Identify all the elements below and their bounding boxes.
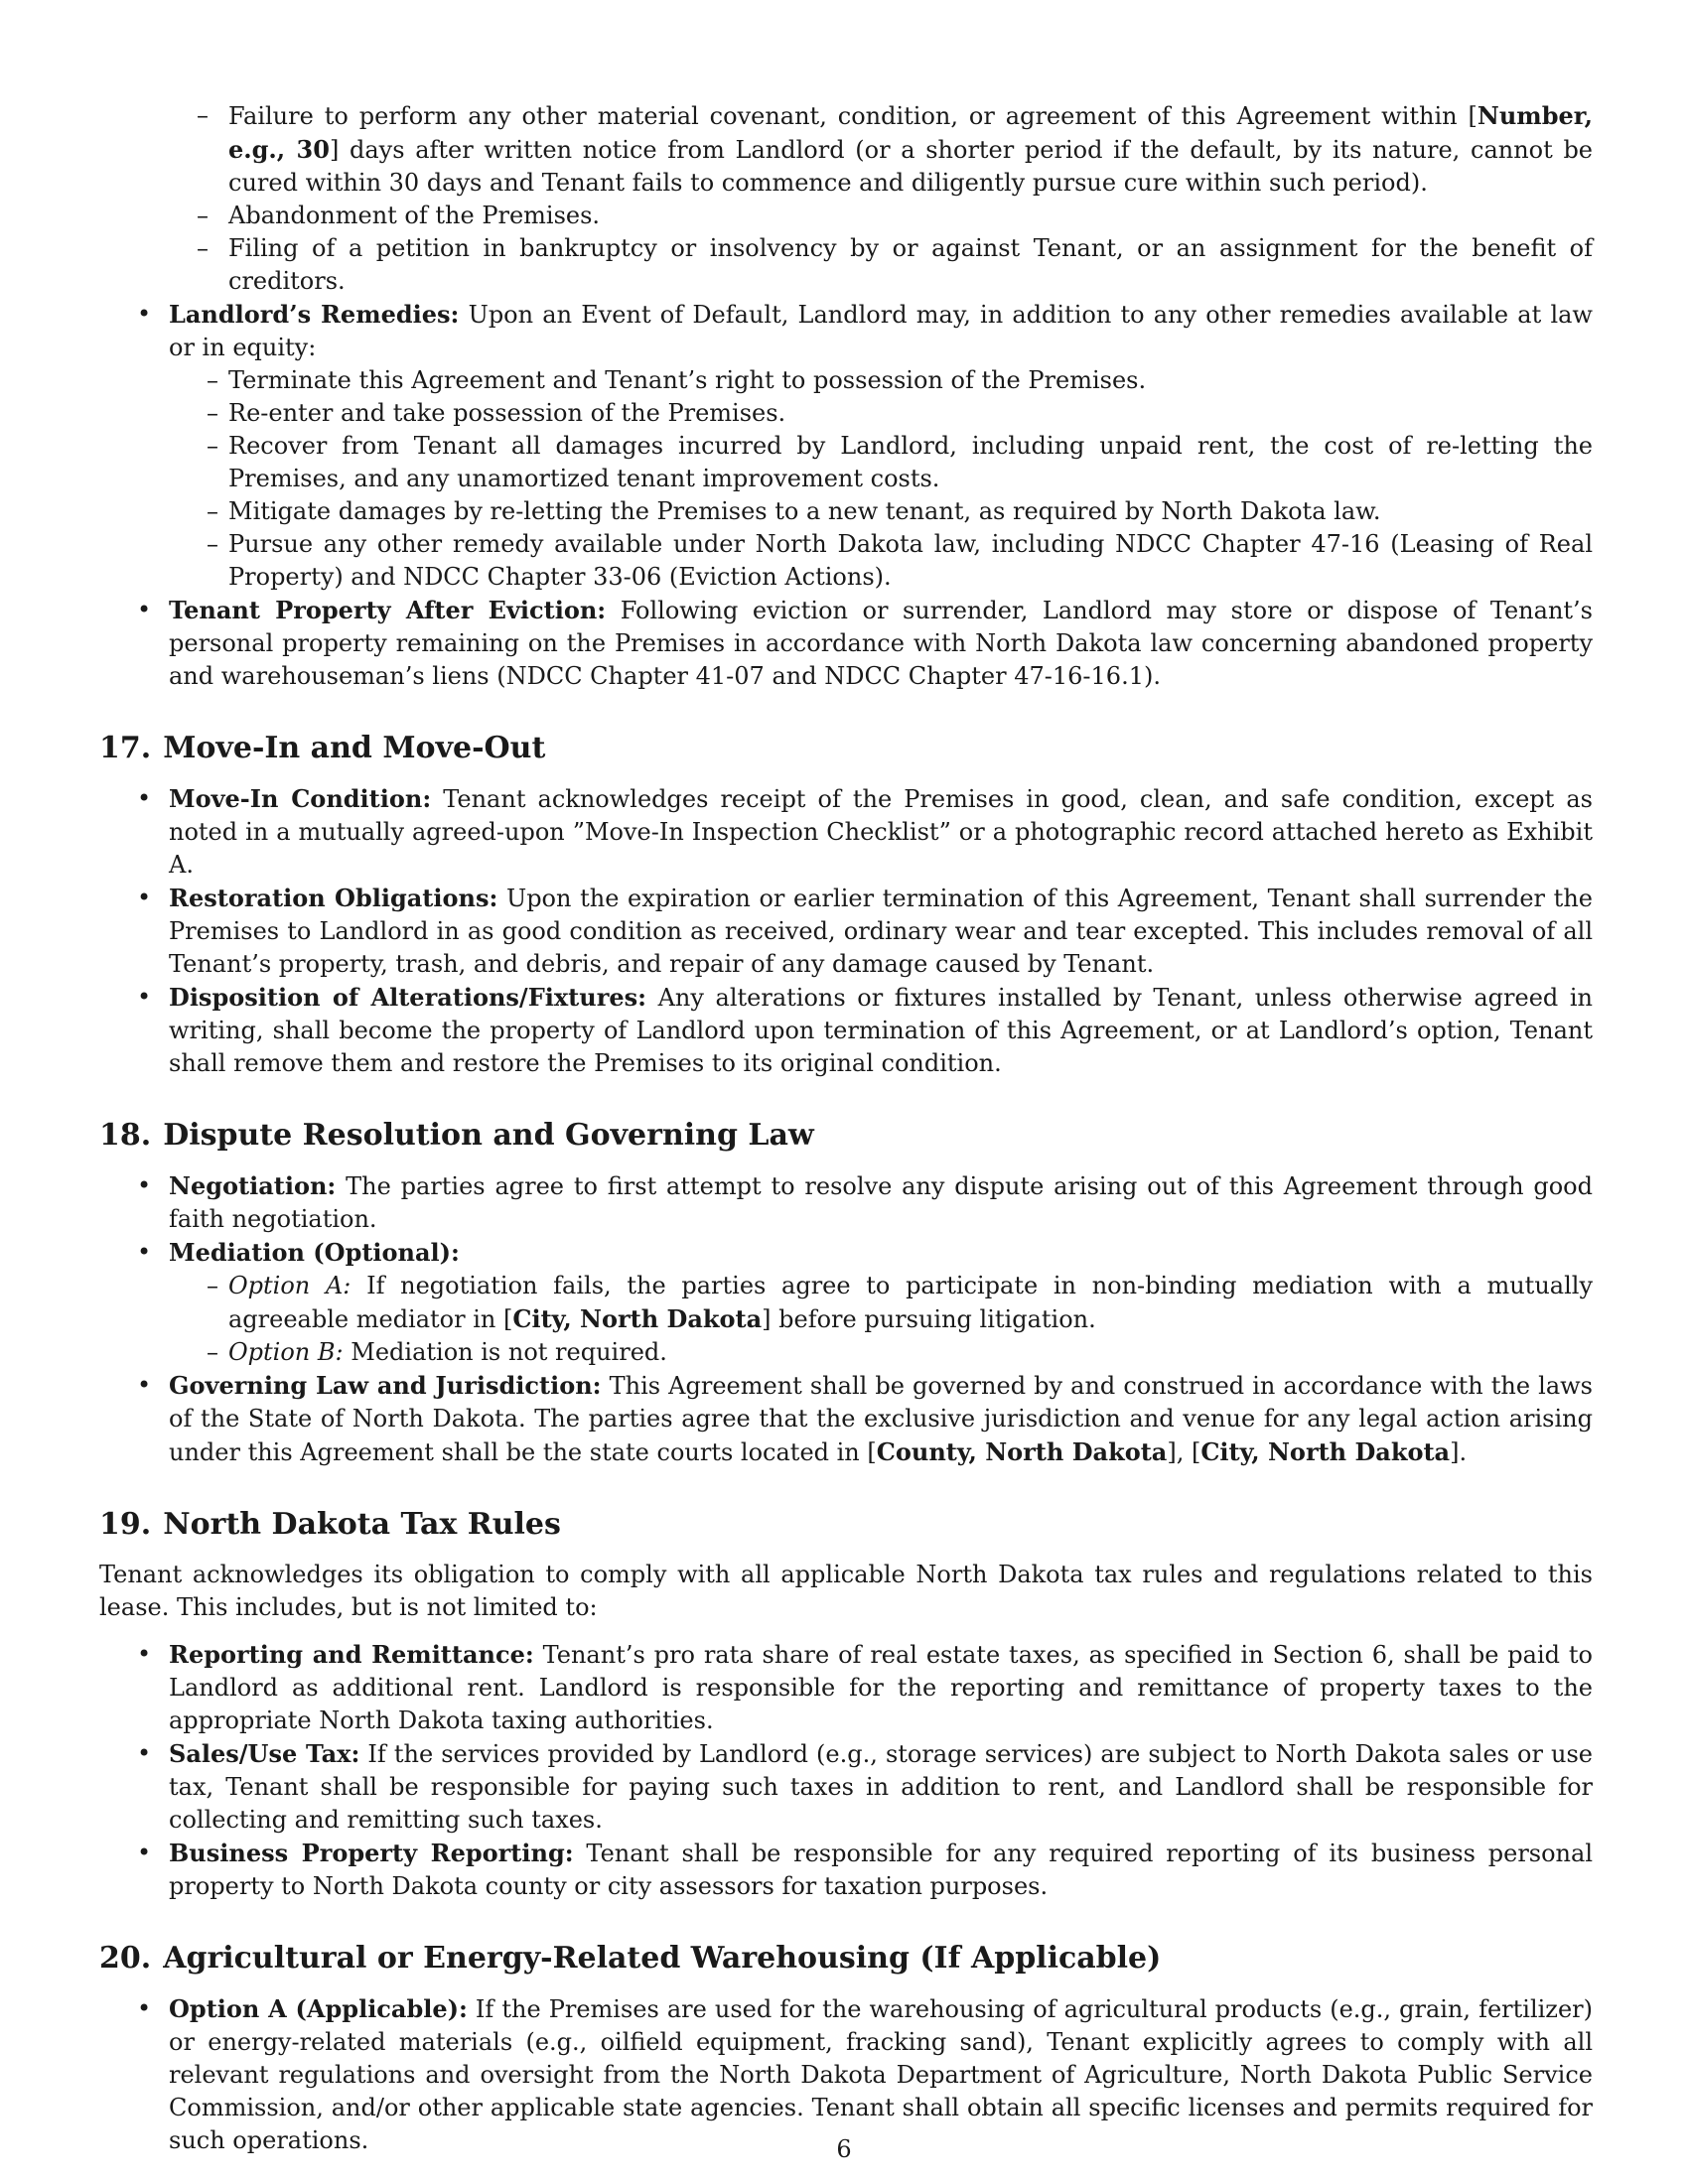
document-page: [99, 99, 1593, 2157]
list-item: – Mitigate damages by re-letting the Premises to a new tenant, as required by North Dakota law.: [169, 495, 1593, 528]
mediation-options: [169, 1270, 1593, 1369]
section-19-intro: Tenant acknowledges its obligation to comply with all applicable North Dakota tax rules and regulations related to this lease. This includes, but is not limited to:: [99, 1561, 1593, 1621]
list-item: • Move-In Condition: Tenant acknowledges receipt of the Premises in good, clean, and safe condition, except as noted in a mutually agreed-upon ”Move-In Inspection Checklist” or a photographic record attached hereto as Exhibit A.: [99, 782, 1593, 882]
remedies-list: [99, 298, 1593, 693]
section-20-heading: 20. Agricultural or Energy-Related Warehousing (If Applicable): [99, 1941, 1162, 1976]
list-item: – Option B: Mediation is not required.: [169, 1336, 1593, 1369]
list-item: – Re-enter and take possession of the Premises.: [169, 397, 1593, 430]
list-item: • Reporting and Remittance: Tenant’s pro rata share of real estate taxes, as specified in Section 6, shall be paid to Landlord as additional rent. Landlord is responsible for the reporting and remittance of property taxes to the appropriate North Dakota taxing authorities.: [99, 1638, 1593, 1737]
mediation-item: • Mediation (Optional): – Option A: If negotiation fails, the parties agree to participate in non-binding mediation with a mutually agreeable mediator in [City, North Dakota] before pursuing litigation. – Option B: Mediation is not required.: [99, 1236, 1593, 1369]
list-item: • Option A (Applicable): If the Premises are used for the warehousing of agricultural products (e.g., grain, fertilizer) or energy-related materials (e.g., oilfield equipment, fracking sand), Tenant explicitly agrees to comply with all relevant regulations and oversight from the North Dakota Department of Agriculture, North Dakota Public Service Commission, and/or other applicable state agencies. Tenant shall obtain all specific licenses and permits required for such operations.: [99, 1992, 1593, 2157]
page-number: 6: [836, 2135, 852, 2163]
negotiation-item: • Negotiation: The parties agree to first attempt to resolve any dispute arising out of this Agreement through good faith negotiation.: [99, 1169, 1593, 1236]
section-18-list: [99, 1169, 1593, 1469]
section-18-heading: 18. Dispute Resolution and Governing Law: [99, 1118, 814, 1153]
section-19-list: [99, 1638, 1593, 1903]
list-item: – Terminate this Agreement and Tenant’s right to possession of the Premises.: [169, 364, 1593, 397]
list-item: • Disposition of Alterations/Fixtures: Any alterations or fixtures installed by Tenant, unless otherwise agreed in writing, shall become the property of Landlord upon termination of this Agreement, or at Landlord’s option, Tenant shall remove them and restore the Premises to its original condition.: [99, 981, 1593, 1080]
section-17-heading: 17. Move-In and Move-Out: [99, 731, 546, 765]
list-item: • Restoration Obligations: Upon the expiration or earlier termination of this Agreement, Tenant shall surrender the Premises to Landlord in as good condition as received, ordinary wear and tear excepted. This includes removal of all Tenant’s property, trash, and debris, and repair of any damage caused by Tenant.: [99, 882, 1593, 981]
section-17-list: [99, 782, 1593, 1080]
list-item: – Recover from Tenant all damages incurred by Landlord, including unpaid rent, the cost of re-letting the Premises, and any unamortized tenant improvement costs.: [169, 430, 1593, 495]
section-19-heading: 19. North Dakota Tax Rules: [99, 1507, 561, 1542]
tenant-property-item: • Tenant Property After Eviction: Following eviction or surrender, Landlord may store or dispose of Tenant’s personal property remaining on the Premises in accordance with North Dakota law concerning abandoned property and warehouseman’s liens (NDCC Chapter 41-07 and NDCC Chapter 47-16-16.1).: [99, 594, 1593, 693]
default-events-list: [99, 99, 1593, 298]
list-item: – Filing of a petition in bankruptcy or insolvency by or against Tenant, or an assignment for the benefit of creditors.: [99, 232, 1593, 298]
list-item: – Failure to perform any other material covenant, condition, or agreement of this Agreement within [Number, e.g., 30] days after written notice from Landlord (or a shorter period if the default, by its nature, cannot be cured within 30 days and Tenant fails to commence and diligently pursue cure within such period).: [99, 99, 1593, 200]
list-item: – Option A: If negotiation fails, the parties agree to participate in non-binding mediation with a mutually agreeable mediator in [City, North Dakota] before pursuing litigation.: [169, 1270, 1593, 1336]
list-item: – Abandonment of the Premises.: [99, 200, 1593, 232]
landlord-remedies-item: • Landlord’s Remedies: Upon an Event of Default, Landlord may, in addition to any other remedies available at law or in equity: – Terminate this Agreement and Tenant’s right to possession of the Premises. – Re-enter and take possession of the Premises. – Recover from Tenant all damages incurred by Landlord, including unpaid rent, the cost of re-letting the Premises, and any unamortized tenant improvement costs. – Mitigate damages by re-letting the Premises to a new tenant, as required by North Dakota law. – Pursue any other remedy available under North Dakota law, including NDCC Chapter 47-16 (Leasing of Real Property) and NDCC Chapter 33-06 (Eviction Actions).: [99, 298, 1593, 594]
list-item: • Business Property Reporting: Tenant shall be responsible for any required reporting of its business personal property to North Dakota county or city assessors for taxation purposes.: [99, 1837, 1593, 1903]
remedies-sublist: [169, 364, 1593, 594]
list-item: • Sales/Use Tax: If the services provided by Landlord (e.g., storage services) are subject to North Dakota sales or use tax, Tenant shall be responsible for paying such taxes in addition to rent, and Landlord shall be responsible for collecting and remitting such taxes.: [99, 1737, 1593, 1837]
section-20-list: [99, 1992, 1593, 2157]
governing-law-item: • Governing Law and Jurisdiction: This Agreement shall be governed by and construed in accordance with the laws of the State of North Dakota. The parties agree that the exclusive jurisdiction and venue for any legal action arising under this Agreement shall be the state courts located in [County, North Dakota], [City, North Dakota].: [99, 1369, 1593, 1469]
list-item: – Pursue any other remedy available under North Dakota law, including NDCC Chapter 47-16 (Leasing of Real Property) and NDCC Chapter 33-06 (Eviction Actions).: [169, 528, 1593, 594]
